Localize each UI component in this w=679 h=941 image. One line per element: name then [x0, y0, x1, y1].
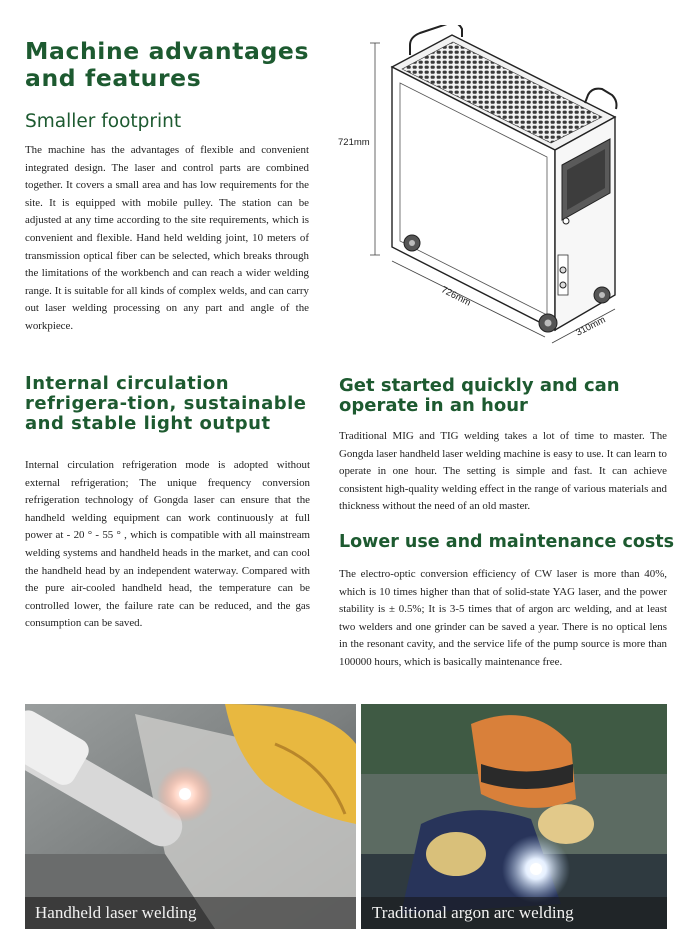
section-body-quickstart: Traditional MIG and TIG welding takes a lot of time to master. The Gongda laser handheld laser welding machine is easy to use. It can learn to operate in one hour. The setting is simple and fast. It can achieve consistent high-quality welding effect in the range of various materials and thickness without the need of an old master. — [339, 430, 667, 513]
length-dimension: 726mm — [439, 284, 473, 309]
right-photo-caption: Traditional argon arc welding — [361, 897, 667, 929]
section-heading-refrigeration: Internal circulation refrigera-tion, sustainable and stable light output — [25, 373, 307, 434]
left-photo-caption: Handheld laser welding — [25, 897, 356, 929]
section-heading-cost: Lower use and maintenance costs — [339, 532, 675, 552]
machine-drawing — [340, 25, 675, 350]
page-title: Machine advantages and features — [25, 37, 310, 92]
laser-welding-image — [25, 704, 356, 929]
height-dimension: 721mm — [338, 137, 370, 148]
width-dimension: 310mm — [574, 314, 608, 339]
section-heading-footprint: Smaller footprint — [25, 111, 182, 132]
section-body-refrigeration: Internal circulation refrigeration mode is adopted without external refrigeration; The unique frequency conversion refrigeration technology of Gongda laser can ensure that the handheld welding equipment can work continuously at full power at - 20 ° - 55 ° , which is compatible with all mainstream welding systems and handheld heads in the market, and can cool the handheld head by an independent waterway. Compared with the pure air-cooled handheld head, the temperature can be controlled lower, the failure rate can be reduced, and the gas consumption can be saved. — [25, 459, 310, 630]
laser-welding-photo — [25, 704, 356, 929]
section-heading-quickstart: Get started quickly and can operate in an hour — [339, 375, 620, 416]
machine-illustration — [340, 25, 675, 350]
section-body-cost: The electro-optic conversion efficiency of CW laser is more than 40%, which is 10 times higher than that of solid-state YAG laser, and the power stability is ± 0.5%; It is 3-5 times that of argon arc welding, and at least two welders and one grinder can be saved a year. There is no optical lens in the resonant cavity, and the service life of the pump source is more than 100000 hours, which is basically maintenance free. — [339, 568, 667, 668]
argon-arc-welding-photo — [361, 704, 667, 929]
argon-arc-welding-image — [361, 704, 667, 929]
section-body-footprint: The machine has the advantages of flexible and convenient integrated design. The laser and control parts are combined together. It covers a small area and has low requirements for the site. It is equipped with mobile pulley. The station can be adjusted at any time according to the site requirements, which is convenient and flexible. Hand held welding joint, 10 meters of transmission optical fiber can be selected, which breaks through the limitations of the workbench and can reach a wider welding range. It is suitable for all kinds of complex welds, and can carry out laser welding processing on any part and angle of the workpiece. — [25, 144, 309, 332]
